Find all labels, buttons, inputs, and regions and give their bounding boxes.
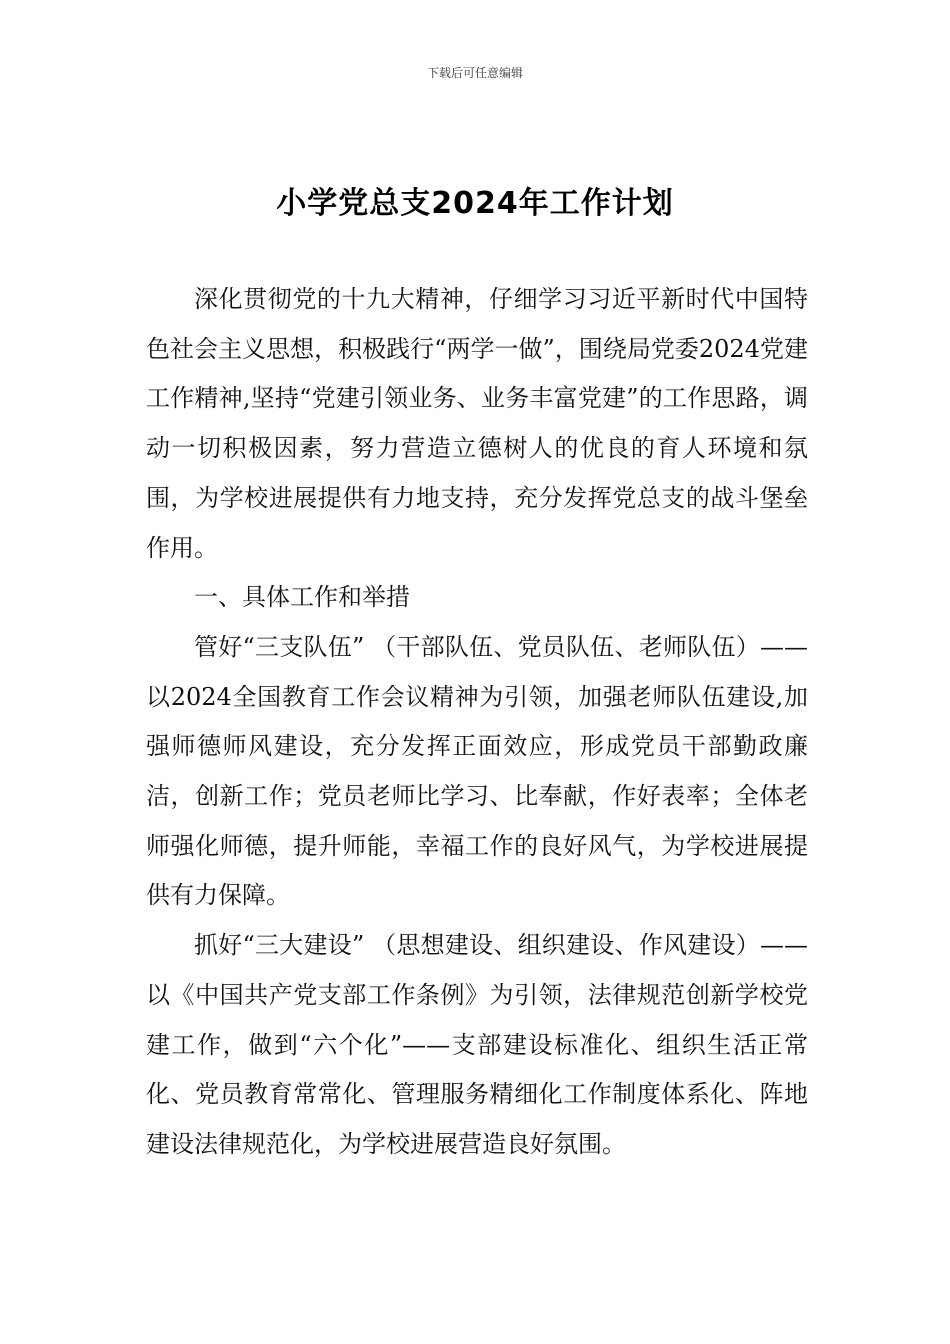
paragraph-intro: 深化贯彻党的十九大精神，仔细学习习近平新时代中国特色社会主义思想，积极践行“两学一做”，围绕局党委2024党建工作精神,坚持“党建引领业务、业务丰富党建”的工作思路，调动一切积极因素，努力营造立德树人的优良的育人环境和氛围，为学校进展提供有力地支持，充分发挥党总支的战斗堡垒作用。 bbox=[146, 285, 808, 562]
paragraph-three-constructions: 抓好“三大建设” （思想建设、组织建设、作风建设）——以《中国共产党支部工作条例》为引领，法律规范创新学校党建工作，做到“六个化”——支部建设标准化、组织生活正常化、党员教育常常化、管理服务精细化工作制度体系化、阵地建设法律规范化，为学校进展营造良好氛围。 bbox=[146, 931, 808, 1158]
paragraph-three-teams: 管好“三支队伍” （干部队伍、党员队伍、老师队伍）——以2024全国教育工作会议精神为引领，加强老师队伍建设,加强师德师风建设，充分发挥正面效应，形成党员干部勤政廉洁，创新工作；党员老师比学习、比奉献，作好表率；全体老师强化师德，提升师能，幸福工作的良好风气，为学校进展提供有力保障。 bbox=[146, 632, 808, 910]
section-heading: 一、具体工作和举措 bbox=[194, 583, 410, 612]
document-title: 小学党总支2024年工作计划 bbox=[276, 186, 674, 221]
header-note: 下载后可任意编辑 bbox=[426, 66, 523, 80]
document-body bbox=[146, 275, 808, 1170]
